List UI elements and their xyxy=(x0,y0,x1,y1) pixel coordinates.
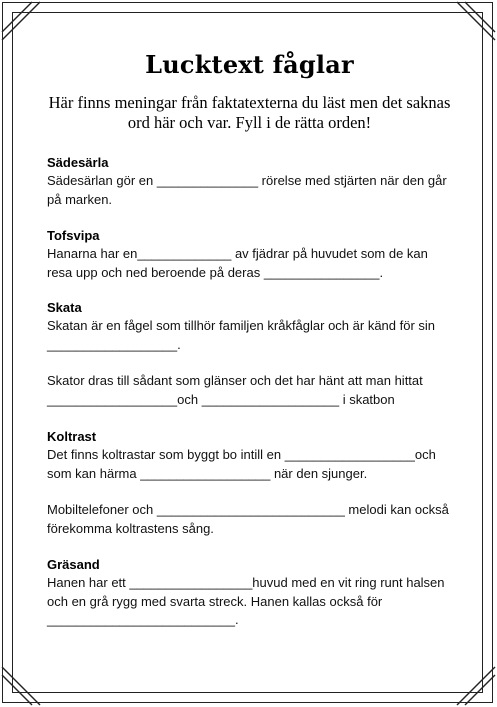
section-skata xyxy=(47,299,452,409)
cloze-sentence: Det finns koltrastar som byggt bo intill en __________________och som kan härma __________________ när den sjunger. xyxy=(47,447,436,481)
section-sadesarla xyxy=(47,154,452,209)
cloze-sentence: Hanen har ett _________________huvud med en vit ring runt halsen och en grå rygg med svarta streck. Hanen kallas också för __________________________. xyxy=(47,575,445,627)
cloze-sentence: Hanarna har en_____________ av fjädrar på huvudet som de kan resa upp och ned beroende på deras ________________. xyxy=(47,246,428,280)
section-heading: Gräsand xyxy=(47,557,100,572)
section-heading: Tofsvipa xyxy=(47,228,100,243)
section-tofsvipa xyxy=(47,227,452,282)
section-koltrast xyxy=(47,428,452,538)
section-heading: Skata xyxy=(47,300,82,315)
section-heading: Koltrast xyxy=(47,429,97,444)
intro-text: Här finns meningar från faktatexterna du läst men det saknas ord här och var. Fyll i de rätta orden! xyxy=(48,93,451,132)
section-heading: Sädesärla xyxy=(47,155,109,170)
cloze-sentence: Skator dras till sådant som glänser och det har hänt att man hittat __________________och ___________________ i skatbon xyxy=(47,373,423,407)
cloze-sentence: Skatan är en fågel som tillhör familjen kråkfåglar och är känd för sin __________________. xyxy=(47,318,436,352)
cloze-sentence: Sädesärlan gör en ______________ rörelse med stjärten när den går på marken. xyxy=(47,173,447,207)
section-grasand xyxy=(47,556,452,630)
cloze-sentence: Mobiltelefoner och __________________________ melodi kan också förekomma koltrastens sång. xyxy=(47,502,449,536)
page-title: Lucktext fåglar xyxy=(145,50,354,79)
